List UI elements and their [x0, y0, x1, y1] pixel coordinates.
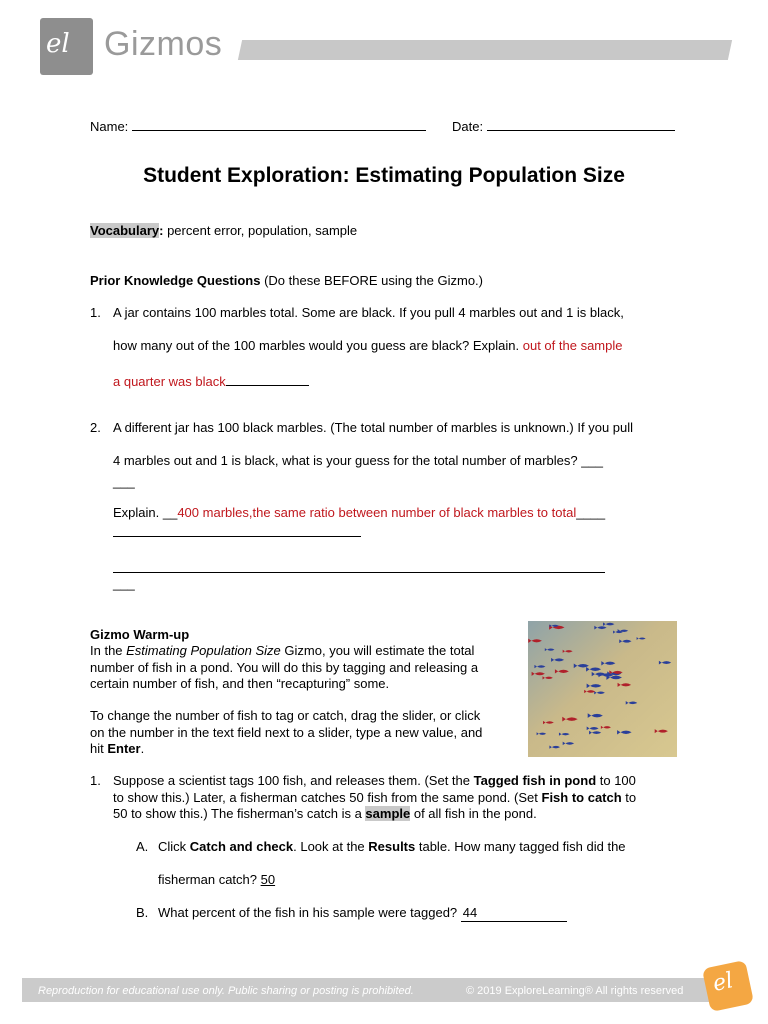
q1-number: 1.	[90, 773, 101, 788]
warmup-p1-line2: number of fish in a pond. You will do this by tagging and releasing a	[90, 659, 479, 675]
warmup-enter-key: Enter	[107, 741, 141, 756]
q1a-line2	[158, 872, 275, 888]
brand-title: Gizmos	[104, 25, 223, 63]
explorelearning-badge-icon: el	[710, 968, 736, 997]
fish-pond-image	[528, 621, 677, 757]
q1a-a5: table. How many tagged fish did the	[415, 839, 626, 854]
q1-l1c: to 100	[596, 773, 636, 788]
warmup-p2-line1: To change the number of fish to tag or catch, drag the slider, or click	[90, 708, 481, 723]
q1-l3a: 50 to show this.) The fisherman’s catch is a	[113, 806, 366, 821]
date-field	[452, 116, 675, 135]
q1a-answer[interactable]: 50	[260, 872, 276, 887]
q1a-results: Results	[368, 839, 416, 854]
prior-q2-number: 2.	[90, 420, 101, 435]
q1a-line1	[158, 839, 626, 855]
explorelearning-logo-icon: el	[46, 29, 70, 59]
q1a-question: fisherman catch?	[158, 872, 261, 887]
warmup-p1-italic: Estimating Population Size	[126, 643, 281, 658]
prior-q2-tail: ____	[576, 505, 606, 520]
q1-sample-term: sample	[365, 806, 411, 821]
warmup-p1-line3: certain number of fish, and then “recapturing” some.	[90, 676, 390, 691]
page-title: Student Exploration: Estimating Population Size	[143, 164, 625, 187]
prior-q1-line2	[113, 338, 622, 354]
q1b-question: What percent of the fish in his sample were tagged?	[158, 905, 461, 920]
q1-l2c: to	[621, 789, 637, 805]
prior-q2-line1: A different jar has 100 black marbles. (The total number of marbles is unknown.) If you pull	[113, 420, 634, 435]
footer-rights: © 2019 ExploreLearning® All rights reserved	[466, 985, 684, 997]
warmup-p1-a: In the	[90, 643, 127, 658]
q1a-a1: Click	[158, 839, 190, 854]
prior-q1-line3	[113, 371, 309, 390]
vocabulary-text: percent error, population, sample	[163, 223, 358, 238]
warmup-paragraph-2	[90, 708, 482, 758]
prior-q2-answer[interactable]: 400 marbles,the same ratio between number of black marbles to total	[177, 505, 577, 520]
prior-q1-blank[interactable]	[226, 371, 309, 386]
header-divider-bar	[238, 40, 732, 60]
q1b-answer: 44	[462, 905, 478, 920]
name-blank[interactable]	[132, 116, 426, 131]
prior-q1-line1: A jar contains 100 marbles total. Some are black. If you pull 4 marbles out and 1 is black,	[113, 305, 624, 320]
q1-tagged-fish-setting: Tagged fish in pond	[473, 773, 597, 788]
name-label: Name:	[90, 119, 129, 134]
q1-text	[113, 773, 636, 823]
vocabulary-label: Vocabulary	[90, 223, 160, 238]
prior-knowledge-heading-line	[90, 273, 483, 289]
prior-knowledge-note: (Do these BEFORE using the Gizmo.)	[260, 273, 483, 288]
warmup-paragraph-1	[90, 643, 478, 693]
name-field	[90, 116, 426, 135]
prior-q2-blank-line-2[interactable]	[113, 572, 605, 573]
prior-q2-line2: 4 marbles out and 1 is black, what is your guess for the total number of marbles? ___	[113, 453, 603, 468]
q1b-answer-blank[interactable]	[461, 905, 567, 922]
prior-q2-explain	[113, 505, 605, 521]
warmup-p2-line2: on the number in the text field next to a slider, type a new value, and	[90, 724, 483, 740]
warmup-p2-line3a: hit	[90, 741, 108, 756]
prior-q1-number: 1.	[90, 305, 101, 320]
q1a-a3: . Look at the	[293, 839, 369, 854]
vocabulary-line	[90, 223, 357, 239]
q1-l1a: Suppose a scientist tags 100 fish, and releases them. (Set the	[113, 773, 474, 788]
prior-q1-answer-a[interactable]: out of the sample	[522, 338, 623, 353]
warmup-heading: Gizmo Warm-up	[90, 627, 190, 642]
warmup-p2-line3b: .	[140, 741, 145, 756]
q1-l2a: to show this.) Later, a fisherman catches 50 fish from the same pond. (Set	[113, 789, 542, 805]
q1b-letter: B.	[136, 905, 149, 920]
prior-q1-answer-b[interactable]: a quarter was black	[113, 374, 226, 389]
prior-q2-last-line: ___	[113, 576, 135, 591]
footer-copyright-notice: Reproduction for educational use only. Public sharing or posting is prohibited.	[38, 985, 414, 997]
date-label: Date:	[452, 119, 484, 134]
q1b-line	[158, 905, 567, 922]
q1-fish-to-catch-setting: Fish to catch	[541, 789, 622, 805]
vocabulary-colon: :	[159, 223, 164, 238]
warmup-p1-b: Gizmo, you will estimate the total	[280, 643, 475, 658]
prior-q2-line3: ___	[113, 474, 135, 489]
date-blank[interactable]	[487, 116, 675, 131]
q1a-letter: A.	[136, 839, 149, 854]
prior-q2-blank-line-1[interactable]	[113, 536, 361, 537]
prior-q2-explain-label: Explain. __	[113, 505, 178, 520]
q1a-catch-and-check: Catch and check	[189, 839, 294, 854]
prior-q1-question: how many out of the 100 marbles would you guess are black? Explain.	[113, 338, 523, 353]
prior-knowledge-heading: Prior Knowledge Questions	[90, 273, 261, 288]
q1-l3c: of all fish in the pond.	[410, 806, 537, 821]
